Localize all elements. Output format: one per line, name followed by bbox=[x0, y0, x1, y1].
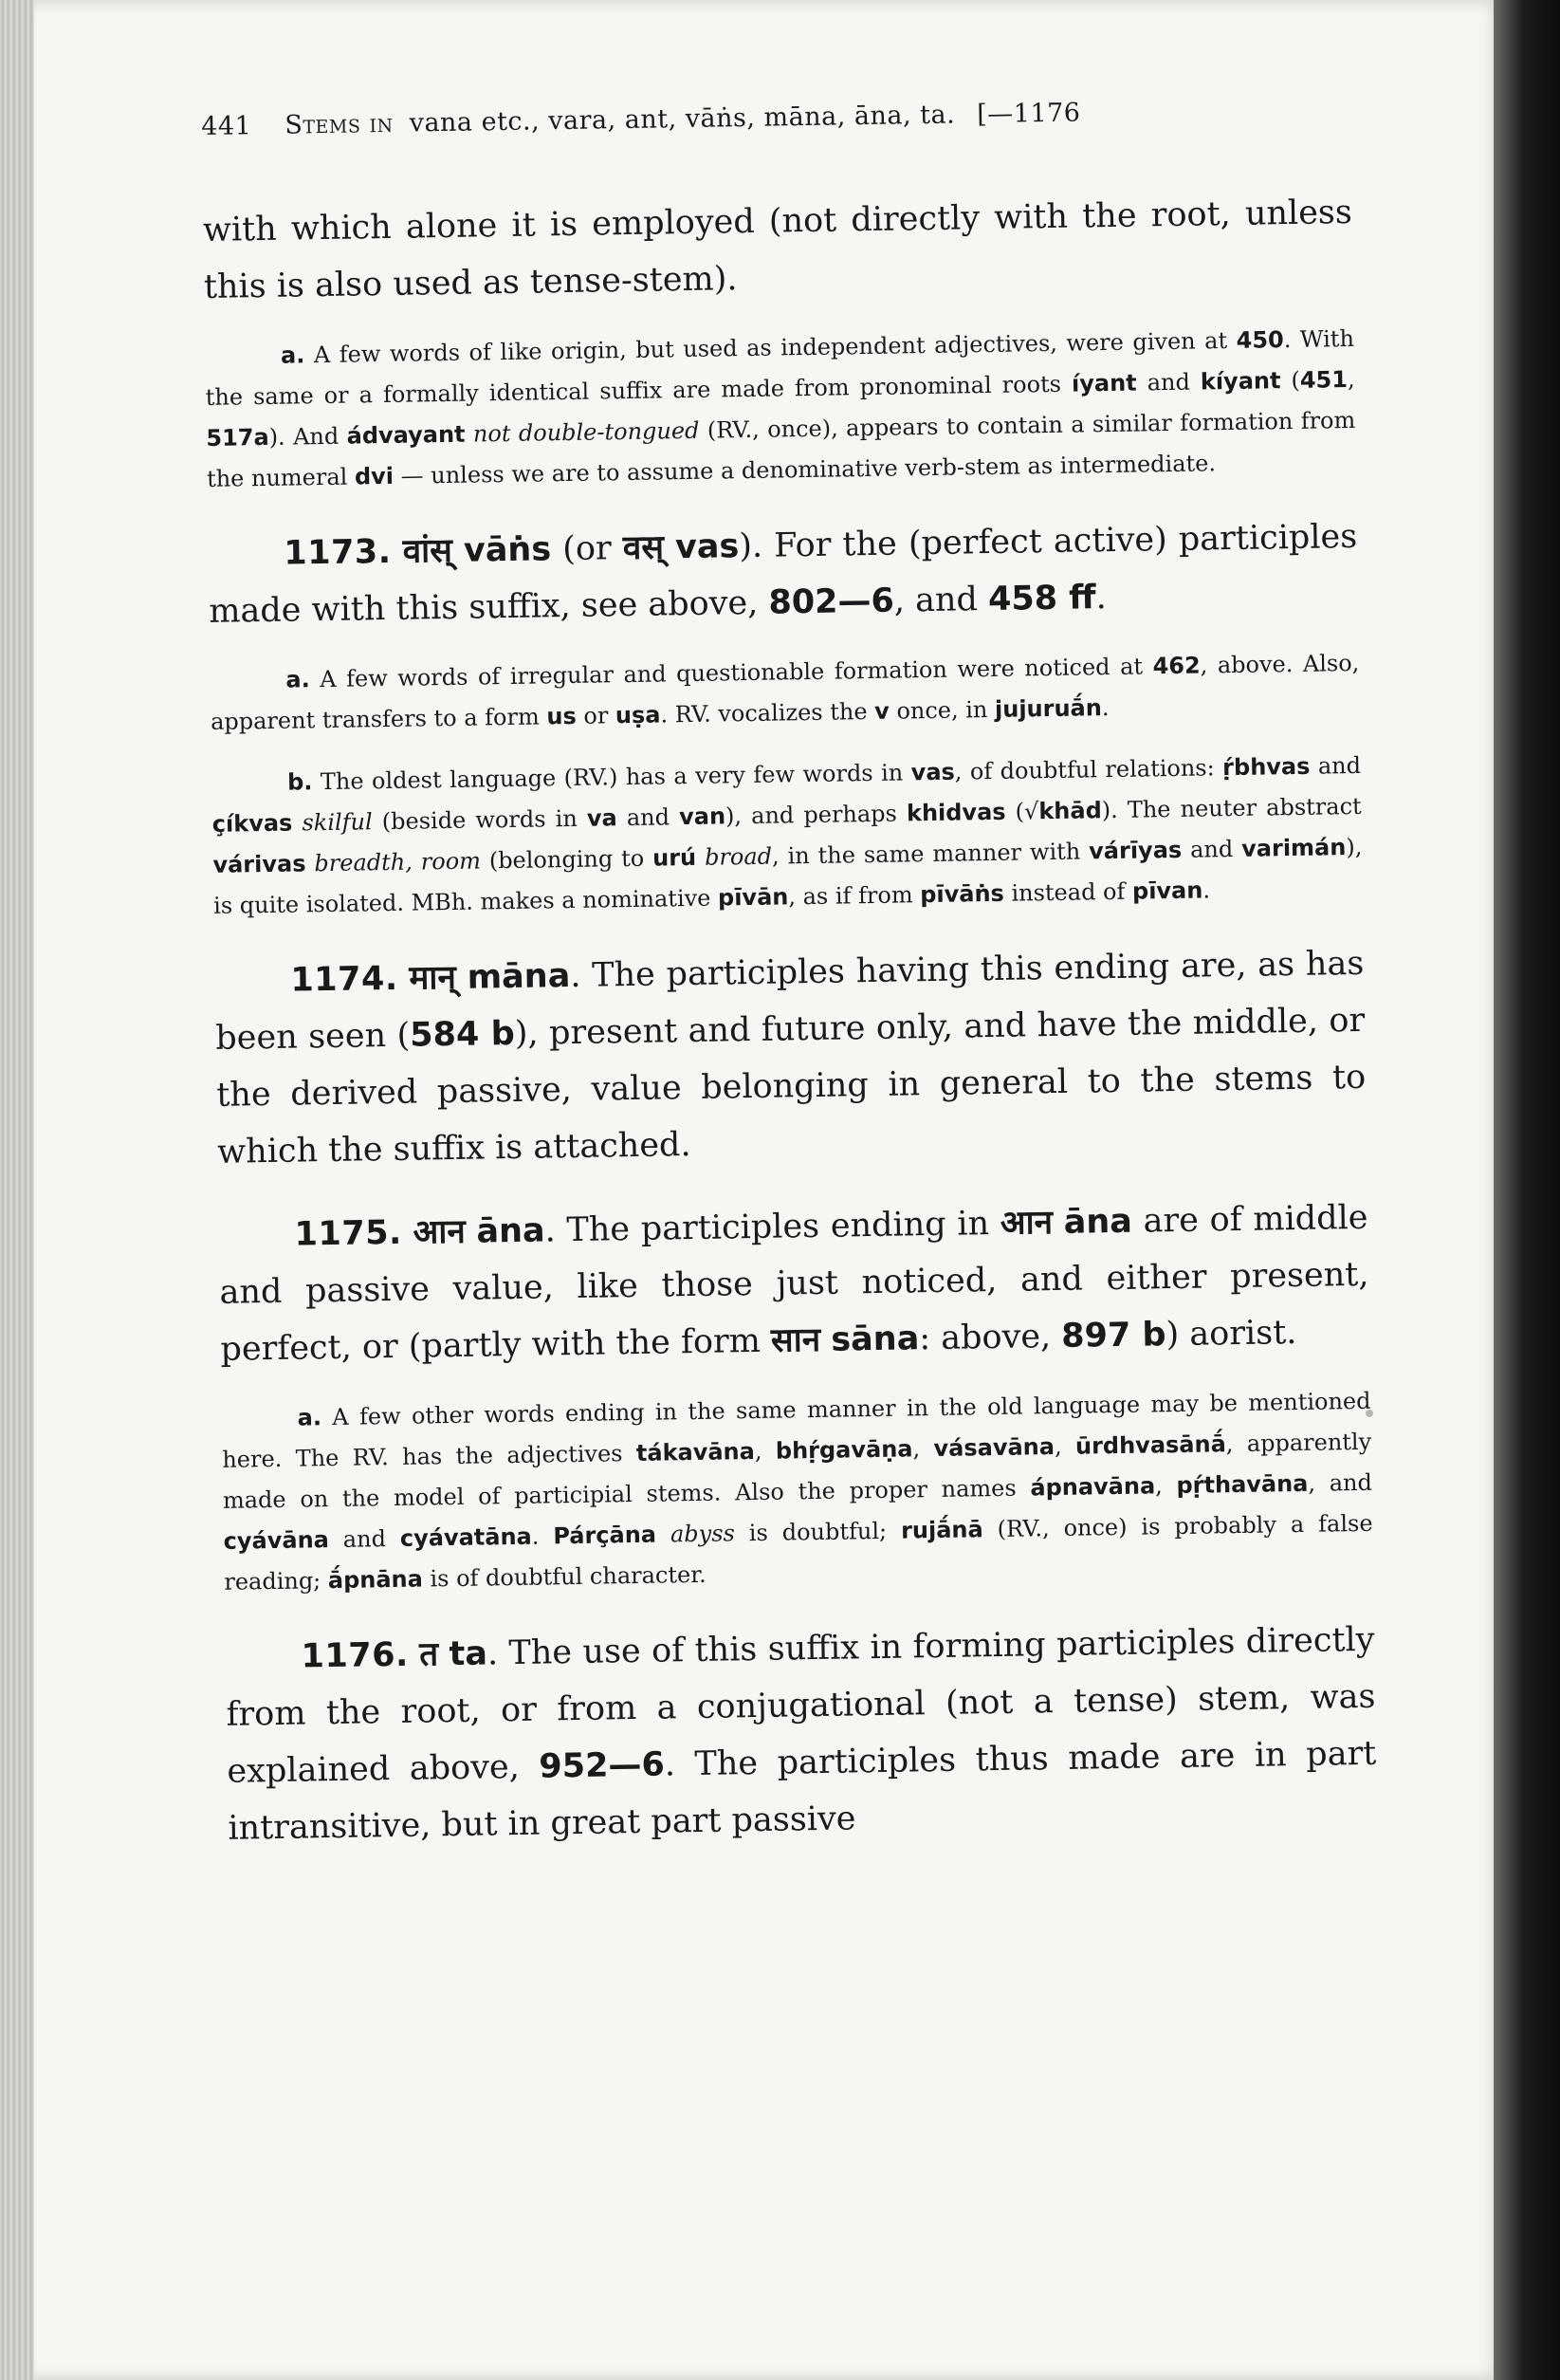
intro-text: with which alone it is employed (not directly with the root, unless this is also used as tense-stem). bbox=[202, 193, 1353, 306]
section-ref: [—1176 bbox=[976, 98, 1081, 130]
gloss: abyss bbox=[670, 1520, 736, 1548]
text: ( bbox=[1280, 366, 1301, 395]
devanagari: सान bbox=[770, 1320, 821, 1360]
text: , in the same manner with bbox=[771, 838, 1090, 870]
ref: 451 bbox=[1299, 366, 1349, 394]
ref: 584 b bbox=[409, 1014, 516, 1055]
term: pīvāṅs bbox=[920, 879, 1005, 909]
gloss: not double-tongued bbox=[472, 416, 700, 448]
book-spine-shadow bbox=[1494, 0, 1560, 2380]
text bbox=[696, 844, 705, 871]
running-suffixes: vana etc., vara, ant, vāṅs, māna, āna, ta. bbox=[409, 100, 956, 138]
section-1175 bbox=[218, 1190, 1370, 1378]
term: pṛ́thavāna bbox=[1176, 1469, 1309, 1500]
sub-label: a. bbox=[285, 666, 310, 693]
term: cyávāna bbox=[223, 1526, 330, 1555]
gloss: skilful bbox=[302, 808, 373, 837]
text: . The use of this suffix in forming participles directly from the root, or from a conjugational (not a tense) stem, was explained above, bbox=[226, 1620, 1376, 1791]
section-number: 1173. bbox=[284, 532, 392, 573]
text: and bbox=[328, 1524, 401, 1554]
term: sāna bbox=[830, 1319, 920, 1359]
term: rujā́nā bbox=[900, 1516, 983, 1544]
term: varimán bbox=[1240, 834, 1347, 862]
term: vas bbox=[910, 758, 956, 786]
ref: 517a bbox=[206, 423, 269, 452]
term: várivas bbox=[212, 850, 306, 878]
text: . With the same or a formally identical suffix are made from pronominal roots bbox=[205, 324, 1355, 411]
para-1172-a bbox=[205, 319, 1357, 500]
devanagari: मान् bbox=[409, 958, 457, 998]
text: ), and perhaps bbox=[725, 800, 908, 830]
text: A few words of like origin, but used as independent adjectives, were given at bbox=[304, 326, 1237, 369]
text: . bbox=[1101, 694, 1110, 722]
term: íyant bbox=[1071, 369, 1137, 397]
text: , bbox=[912, 1435, 934, 1463]
sub-label: a. bbox=[280, 341, 305, 369]
term: uṣa bbox=[615, 701, 661, 729]
text: and bbox=[1310, 751, 1362, 780]
page-content bbox=[201, 94, 1378, 1857]
text bbox=[305, 850, 314, 876]
section-1174 bbox=[214, 935, 1367, 1181]
term: ṛ́bhvas bbox=[1221, 752, 1311, 782]
text: , bbox=[1154, 1472, 1177, 1500]
book-page bbox=[34, 0, 1509, 2380]
intro-paragraph bbox=[202, 184, 1353, 316]
text: , as if from bbox=[788, 881, 921, 911]
text: . bbox=[1202, 876, 1211, 904]
text: , bbox=[754, 1437, 777, 1466]
term: us bbox=[546, 702, 577, 730]
term: van bbox=[678, 803, 726, 831]
text: , above. Also, apparent transfers to a form bbox=[210, 649, 1360, 735]
text: A few other words ending in the same manner in the old language may be mentioned here. The RV. has the adjectives bbox=[222, 1387, 1371, 1473]
term: khād bbox=[1038, 797, 1102, 825]
text: and bbox=[1136, 368, 1202, 397]
text: , bbox=[1054, 1432, 1076, 1461]
text: is doubtful; bbox=[734, 1517, 902, 1547]
term: kíyant bbox=[1200, 367, 1281, 396]
text: ), is quite isolated. MBh. makes a nominative bbox=[212, 833, 1363, 919]
term: khidvas bbox=[906, 798, 1006, 827]
term: āna bbox=[476, 1211, 545, 1251]
text: , of doubtful relations: bbox=[954, 754, 1223, 785]
text: and bbox=[1181, 835, 1242, 863]
text: ), present and future only, and have the middle, or the derived passive, value belonging in general to the stems to which the suffix is attached. bbox=[215, 1001, 1367, 1172]
term: çíkvas bbox=[211, 809, 293, 838]
text: (beside words in bbox=[372, 804, 588, 836]
text: instead of bbox=[1003, 877, 1133, 907]
text: . bbox=[531, 1522, 554, 1550]
term: v bbox=[873, 697, 890, 725]
term: ūrdhvasānā́ bbox=[1074, 1430, 1227, 1460]
text: ). And bbox=[268, 422, 347, 451]
text: , and bbox=[1308, 1468, 1373, 1497]
para-1173-b bbox=[211, 746, 1364, 927]
devanagari: आन bbox=[1000, 1204, 1054, 1243]
section-number: 1174. bbox=[290, 959, 398, 1000]
page-number: 441 bbox=[201, 111, 252, 141]
text: ) aorist. bbox=[1165, 1314, 1297, 1355]
text: or bbox=[576, 702, 616, 729]
text: are of middle and passive value, like those just noticed, and either present, perfect, or (partly with the form bbox=[219, 1198, 1369, 1369]
section-1176 bbox=[225, 1612, 1378, 1857]
para-1175-a bbox=[221, 1381, 1373, 1603]
devanagari: वांस् bbox=[402, 531, 453, 571]
term: vásavāna bbox=[933, 1433, 1055, 1463]
term: bhṛ́gavāṇa bbox=[775, 1435, 913, 1465]
term: Párçāna bbox=[553, 1521, 657, 1550]
term: vas bbox=[674, 527, 740, 567]
text: once, in bbox=[889, 695, 996, 725]
text: (belonging to bbox=[480, 844, 653, 875]
ref: 952—6 bbox=[539, 1745, 666, 1786]
devanagari: आन bbox=[413, 1212, 467, 1252]
term: urú bbox=[652, 843, 697, 872]
section-number: 1176. bbox=[301, 1635, 410, 1676]
running-head bbox=[201, 94, 1350, 141]
text: , bbox=[1347, 365, 1355, 394]
text: : above, bbox=[918, 1317, 1062, 1358]
term: māna bbox=[467, 957, 571, 997]
text: , and bbox=[893, 581, 989, 620]
ref: 802—6 bbox=[768, 581, 895, 622]
text: is of doubtful character. bbox=[422, 1560, 707, 1593]
sub-label: b. bbox=[286, 768, 313, 796]
term: várīyas bbox=[1088, 836, 1183, 865]
ref: 462 bbox=[1152, 652, 1201, 680]
text: . The participles ending in bbox=[544, 1204, 1001, 1250]
text bbox=[292, 809, 303, 836]
text: — unless we are to assume a denominative verb-stem as intermediate. bbox=[393, 450, 1217, 489]
ref: 458 ff bbox=[987, 579, 1096, 619]
sub-label: a. bbox=[297, 1404, 322, 1431]
text: and bbox=[616, 803, 680, 832]
text: ). The neuter abstract bbox=[1101, 792, 1362, 824]
text: (√ bbox=[1005, 798, 1039, 825]
text bbox=[656, 1521, 670, 1547]
text: ). For the (perfect active) participles made with this suffix, see above, bbox=[208, 517, 1358, 631]
term: ádvayant bbox=[346, 420, 466, 450]
text: (RV., once) is probably a false reading; bbox=[224, 1509, 1373, 1596]
text: (RV., once), appears to contain a similar formation from the numeral bbox=[206, 406, 1356, 492]
gloss: breadth, room bbox=[314, 847, 482, 877]
para-1173-a bbox=[210, 643, 1360, 743]
text: , apparently made on the model of participial stems. Also the proper names bbox=[222, 1428, 1372, 1514]
term: ápnavāna bbox=[1030, 1472, 1156, 1502]
devanagari: त bbox=[418, 1635, 439, 1674]
term: ta bbox=[449, 1634, 488, 1674]
devanagari: वस् bbox=[622, 528, 665, 568]
term: tákavāna bbox=[635, 1438, 756, 1467]
text: (or bbox=[550, 529, 624, 569]
term: jujuruā́n bbox=[994, 694, 1103, 723]
text: . bbox=[1095, 579, 1108, 618]
text: A few words of irregular and questionable formation were noticed at bbox=[309, 653, 1153, 693]
ref: 897 b bbox=[1060, 1316, 1166, 1356]
term: pīvān bbox=[717, 883, 789, 912]
term: va bbox=[586, 804, 617, 832]
section-1173 bbox=[208, 508, 1359, 640]
text: The oldest language (RV.) has a very few words in bbox=[312, 759, 911, 796]
text: . RV. vocalizes the bbox=[660, 697, 875, 729]
term: āna bbox=[1063, 1202, 1133, 1242]
term: ā́pnāna bbox=[327, 1565, 424, 1595]
term: vāṅs bbox=[463, 530, 552, 570]
section-number: 1175. bbox=[294, 1213, 403, 1254]
text: . The participles having this ending are, as has been seen ( bbox=[215, 944, 1365, 1058]
text: . The participles thus made are in part intransitive, but in great part passive bbox=[228, 1734, 1377, 1848]
term: pīvan bbox=[1131, 876, 1203, 905]
term: cyávatāna bbox=[399, 1522, 532, 1552]
running-title: Stems in bbox=[284, 108, 394, 140]
term: dvi bbox=[354, 462, 395, 490]
ref: 450 bbox=[1236, 326, 1284, 354]
gloss: broad bbox=[704, 842, 773, 871]
